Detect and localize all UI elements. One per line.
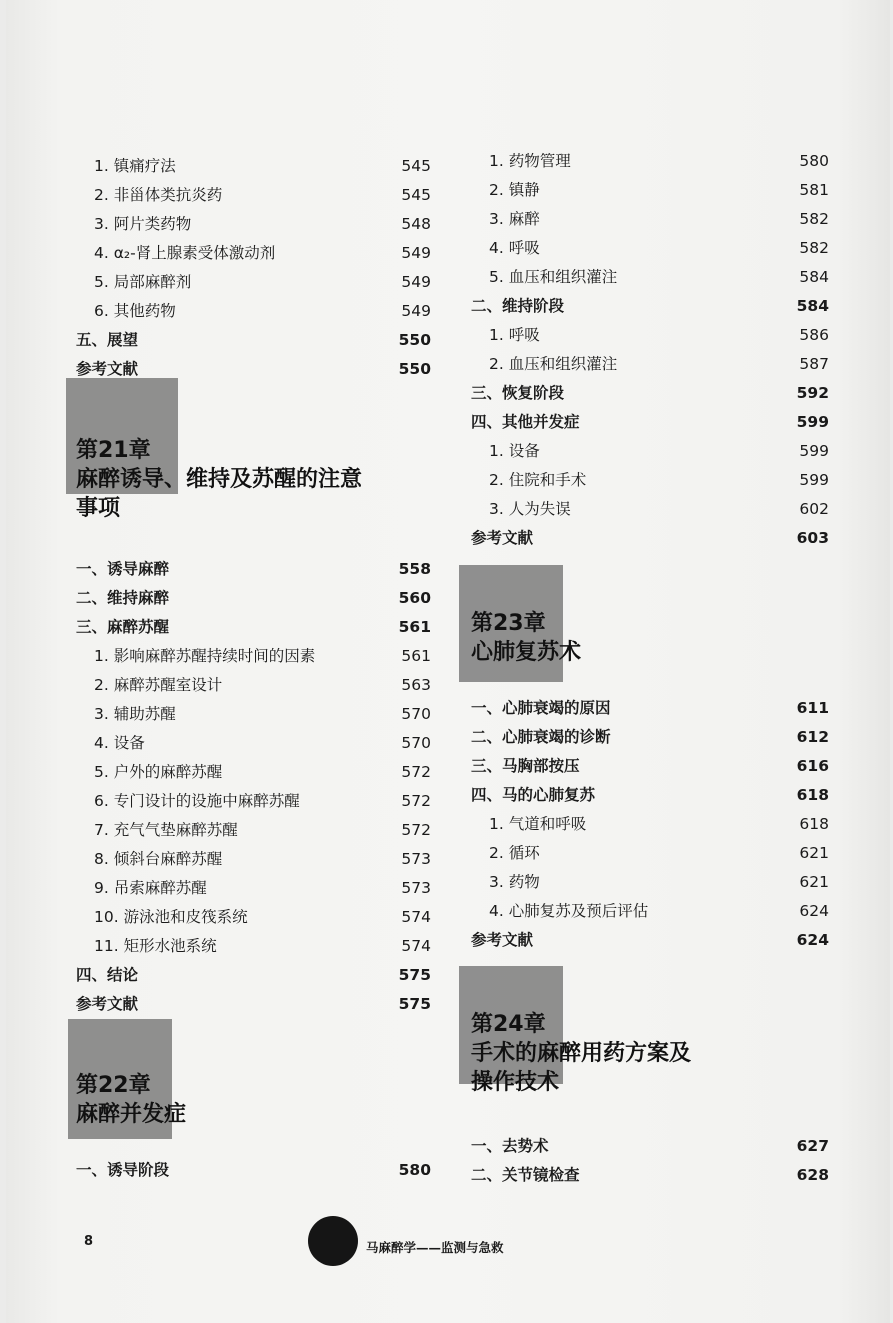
toc-subsection-entry bbox=[76, 643, 431, 669]
toc-subsection-entry bbox=[76, 701, 431, 727]
toc-entry-label: 2. 住院和手术 bbox=[489, 471, 587, 489]
toc-section-entry bbox=[76, 991, 431, 1017]
toc-entry-label: 三、麻醉苏醒 bbox=[76, 618, 170, 636]
toc-entry-label: 10. 游泳池和皮筏系统 bbox=[94, 908, 248, 926]
toc-section-entry bbox=[471, 380, 829, 406]
toc-subsection-entry bbox=[471, 438, 829, 464]
toc-entry-label: 参考文献 bbox=[76, 360, 139, 378]
toc-entry-page-number: 599 bbox=[796, 413, 829, 431]
toc-entry-page-number: 584 bbox=[796, 297, 829, 315]
toc-entry-page-number: 602 bbox=[799, 500, 829, 518]
toc-entry-page-number: 548 bbox=[401, 215, 431, 233]
toc-entry-label: 9. 吊索麻醉苏醒 bbox=[94, 879, 207, 897]
toc-subsection-entry bbox=[471, 840, 829, 866]
toc-entry-label: 4. α₂-肾上腺素受体激动剂 bbox=[94, 244, 276, 262]
toc-entry-page-number: 545 bbox=[401, 157, 431, 175]
toc-section-entry bbox=[471, 724, 829, 750]
toc-entry-page-number: 575 bbox=[398, 966, 431, 984]
toc-entry-label: 2. 镇静 bbox=[489, 181, 540, 199]
toc-entry-label: 7. 充气气垫麻醉苏醒 bbox=[94, 821, 238, 839]
toc-entry-page-number: 586 bbox=[799, 326, 829, 344]
toc-entry-page-number: 621 bbox=[799, 873, 829, 891]
toc-entry-label: 5. 局部麻醉剂 bbox=[94, 273, 192, 291]
toc-section-entry bbox=[471, 1162, 829, 1188]
chapter-heading-line: 第24章 bbox=[471, 1012, 546, 1037]
toc-entry-label: 3. 麻醉 bbox=[489, 210, 540, 228]
toc-entry-label: 3. 药物 bbox=[489, 873, 540, 891]
toc-entry-label: 4. 设备 bbox=[94, 734, 145, 752]
toc-section-entry bbox=[76, 614, 431, 640]
toc-entry-page-number: 545 bbox=[401, 186, 431, 204]
toc-entry-page-number: 573 bbox=[401, 850, 431, 868]
toc-entry-page-number: 572 bbox=[401, 763, 431, 781]
chapter-heading bbox=[471, 1010, 691, 1097]
toc-subsection-entry bbox=[471, 898, 829, 924]
toc-subsection-entry bbox=[471, 322, 829, 348]
chapter-heading bbox=[76, 1071, 186, 1129]
toc-subsection-entry bbox=[471, 206, 829, 232]
toc-entry-label: 一、诱导麻醉 bbox=[76, 560, 170, 578]
toc-entry-page-number: 549 bbox=[401, 302, 431, 320]
toc-entry-page-number: 580 bbox=[398, 1161, 431, 1179]
toc-entry-page-number: 550 bbox=[398, 331, 431, 349]
toc-subsection-entry bbox=[76, 904, 431, 930]
toc-entry-page-number: 612 bbox=[796, 728, 829, 746]
toc-subsection-entry bbox=[471, 496, 829, 522]
toc-section-entry bbox=[76, 1157, 431, 1183]
toc-entry-page-number: 624 bbox=[799, 902, 829, 920]
toc-subsection-entry bbox=[76, 269, 431, 295]
book-title: 马麻醉学——监测与急救 bbox=[366, 1240, 504, 1255]
chapter-heading bbox=[76, 436, 362, 523]
toc-section-entry bbox=[471, 782, 829, 808]
toc-entry-label: 一、诱导阶段 bbox=[76, 1161, 170, 1179]
toc-entry-label: 6. 其他药物 bbox=[94, 302, 176, 320]
toc-entry-label: 五、展望 bbox=[76, 331, 139, 349]
toc-entry-label: 2. 麻醉苏醒室设计 bbox=[94, 676, 223, 694]
toc-entry-label: 1. 呼吸 bbox=[489, 326, 540, 344]
toc-entry-label: 1. 气道和呼吸 bbox=[489, 815, 587, 833]
toc-section-entry bbox=[76, 962, 431, 988]
toc-section-entry bbox=[471, 753, 829, 779]
toc-entry-label: 6. 专门设计的设施中麻醉苏醒 bbox=[94, 792, 300, 810]
toc-entry-page-number: 549 bbox=[401, 273, 431, 291]
toc-subsection-entry bbox=[471, 235, 829, 261]
toc-entry-page-number: 561 bbox=[398, 618, 431, 636]
toc-subsection-entry bbox=[76, 788, 431, 814]
toc-section-entry bbox=[471, 293, 829, 319]
toc-entry-label: 参考文献 bbox=[471, 931, 534, 949]
toc-entry-page-number: 574 bbox=[401, 937, 431, 955]
toc-entry-label: 2. 循环 bbox=[489, 844, 540, 862]
toc-entry-label: 一、心肺衰竭的原因 bbox=[471, 699, 611, 717]
toc-subsection-entry bbox=[76, 933, 431, 959]
toc-entry-page-number: 550 bbox=[398, 360, 431, 378]
toc-subsection-entry bbox=[76, 153, 431, 179]
toc-subsection-entry bbox=[471, 177, 829, 203]
toc-entry-label: 2. 血压和组织灌注 bbox=[489, 355, 618, 373]
toc-entry-page-number: 572 bbox=[401, 792, 431, 810]
toc-entry-label: 二、心肺衰竭的诊断 bbox=[471, 728, 611, 746]
toc-subsection-entry bbox=[76, 211, 431, 237]
toc-entry-label: 二、关节镜检查 bbox=[471, 1166, 580, 1184]
toc-entry-page-number: 628 bbox=[796, 1166, 829, 1184]
toc-subsection-entry bbox=[76, 672, 431, 698]
toc-entry-page-number: 549 bbox=[401, 244, 431, 262]
toc-entry-label: 四、其他并发症 bbox=[471, 413, 580, 431]
toc-entry-label: 2. 非甾体类抗炎药 bbox=[94, 186, 223, 204]
toc-entry-label: 5. 户外的麻醉苏醒 bbox=[94, 763, 223, 781]
toc-entry-label: 一、去势术 bbox=[471, 1137, 549, 1155]
toc-section-entry bbox=[471, 1133, 829, 1159]
toc-entry-page-number: 624 bbox=[796, 931, 829, 949]
toc-subsection-entry bbox=[471, 264, 829, 290]
toc-entry-label: 参考文献 bbox=[471, 529, 534, 547]
toc-subsection-entry bbox=[76, 730, 431, 756]
toc-subsection-entry bbox=[76, 817, 431, 843]
page-footer bbox=[6, 1212, 890, 1262]
toc-entry-label: 1. 镇痛疗法 bbox=[94, 157, 176, 175]
toc-entry-page-number: 599 bbox=[799, 442, 829, 460]
toc-entry-page-number: 584 bbox=[799, 268, 829, 286]
toc-section-entry bbox=[471, 927, 829, 953]
chapter-heading-line: 事项 bbox=[76, 496, 121, 521]
chapter-heading-line: 心肺复苏术 bbox=[471, 640, 582, 665]
toc-subsection-entry bbox=[471, 351, 829, 377]
toc-section-entry bbox=[76, 327, 431, 353]
toc-subsection-entry bbox=[471, 467, 829, 493]
chapter-heading bbox=[471, 609, 581, 667]
toc-subsection-entry bbox=[76, 875, 431, 901]
toc-subsection-entry bbox=[76, 846, 431, 872]
toc-section-entry bbox=[471, 525, 829, 551]
toc-entry-label: 1. 影响麻醉苏醒持续时间的因素 bbox=[94, 647, 316, 665]
toc-subsection-entry bbox=[471, 811, 829, 837]
toc-entry-page-number: 580 bbox=[799, 152, 829, 170]
toc-entry-label: 四、结论 bbox=[76, 966, 139, 984]
toc-subsection-entry bbox=[471, 869, 829, 895]
toc-entry-label: 5. 血压和组织灌注 bbox=[489, 268, 618, 286]
toc-subsection-entry bbox=[76, 298, 431, 324]
chapter-heading-line: 操作技术 bbox=[471, 1070, 560, 1095]
toc-section-entry bbox=[471, 695, 829, 721]
toc-entry-page-number: 575 bbox=[398, 995, 431, 1013]
toc-entry-page-number: 627 bbox=[796, 1137, 829, 1155]
toc-entry-label: 4. 心肺复苏及预后评估 bbox=[489, 902, 649, 920]
toc-entry-label: 11. 矩形水池系统 bbox=[94, 937, 217, 955]
toc-section-entry bbox=[76, 585, 431, 611]
toc-subsection-entry bbox=[471, 148, 829, 174]
toc-entry-page-number: 616 bbox=[796, 757, 829, 775]
toc-entry-page-number: 621 bbox=[799, 844, 829, 862]
toc-entry-page-number: 618 bbox=[799, 815, 829, 833]
toc-entry-page-number: 587 bbox=[799, 355, 829, 373]
toc-entry-page-number: 603 bbox=[796, 529, 829, 547]
toc-entry-label: 三、恢复阶段 bbox=[471, 384, 565, 402]
book-page bbox=[6, 0, 890, 1323]
toc-entry-label: 三、马胸部按压 bbox=[471, 757, 580, 775]
toc-section-entry bbox=[76, 556, 431, 582]
chapter-heading-line: 麻醉并发症 bbox=[76, 1102, 187, 1127]
toc-entry-page-number: 618 bbox=[796, 786, 829, 804]
toc-entry-page-number: 574 bbox=[401, 908, 431, 926]
toc-entry-page-number: 611 bbox=[796, 699, 829, 717]
page-number: 8 bbox=[84, 1234, 94, 1249]
toc-subsection-entry bbox=[76, 759, 431, 785]
toc-entry-label: 4. 呼吸 bbox=[489, 239, 540, 257]
toc-entry-page-number: 570 bbox=[401, 734, 431, 752]
toc-entry-label: 二、维持阶段 bbox=[471, 297, 565, 315]
toc-entry-page-number: 572 bbox=[401, 821, 431, 839]
chapter-heading-line: 麻醉诱导、维持及苏醒的注意 bbox=[76, 467, 363, 492]
footer-circle-ornament bbox=[308, 1216, 358, 1266]
toc-entry-page-number: 558 bbox=[398, 560, 431, 578]
toc-entry-page-number: 560 bbox=[398, 589, 431, 607]
toc-entry-page-number: 573 bbox=[401, 879, 431, 897]
toc-subsection-entry bbox=[76, 240, 431, 266]
toc-entry-label: 8. 倾斜台麻醉苏醒 bbox=[94, 850, 223, 868]
toc-entry-page-number: 570 bbox=[401, 705, 431, 723]
chapter-heading-line: 第22章 bbox=[76, 1073, 151, 1098]
toc-entry-label: 1. 设备 bbox=[489, 442, 540, 460]
toc-entry-page-number: 582 bbox=[799, 239, 829, 257]
toc-entry-page-number: 561 bbox=[401, 647, 431, 665]
toc-entry-page-number: 599 bbox=[799, 471, 829, 489]
toc-entry-label: 3. 阿片类药物 bbox=[94, 215, 192, 233]
toc-section-entry bbox=[471, 409, 829, 435]
chapter-heading-line: 手术的麻醉用药方案及 bbox=[471, 1041, 692, 1066]
toc-entry-label: 3. 人为失误 bbox=[489, 500, 571, 518]
toc-entry-label: 1. 药物管理 bbox=[489, 152, 571, 170]
chapter-heading-line: 第23章 bbox=[471, 611, 546, 636]
toc-entry-label: 参考文献 bbox=[76, 995, 139, 1013]
toc-entry-page-number: 563 bbox=[401, 676, 431, 694]
toc-entry-page-number: 592 bbox=[796, 384, 829, 402]
toc-entry-page-number: 581 bbox=[799, 181, 829, 199]
toc-entry-page-number: 582 bbox=[799, 210, 829, 228]
toc-entry-label: 3. 辅助苏醒 bbox=[94, 705, 176, 723]
chapter-heading-line: 第21章 bbox=[76, 438, 151, 463]
toc-entry-label: 四、马的心肺复苏 bbox=[471, 786, 596, 804]
toc-entry-label: 二、维持麻醉 bbox=[76, 589, 170, 607]
toc-subsection-entry bbox=[76, 182, 431, 208]
